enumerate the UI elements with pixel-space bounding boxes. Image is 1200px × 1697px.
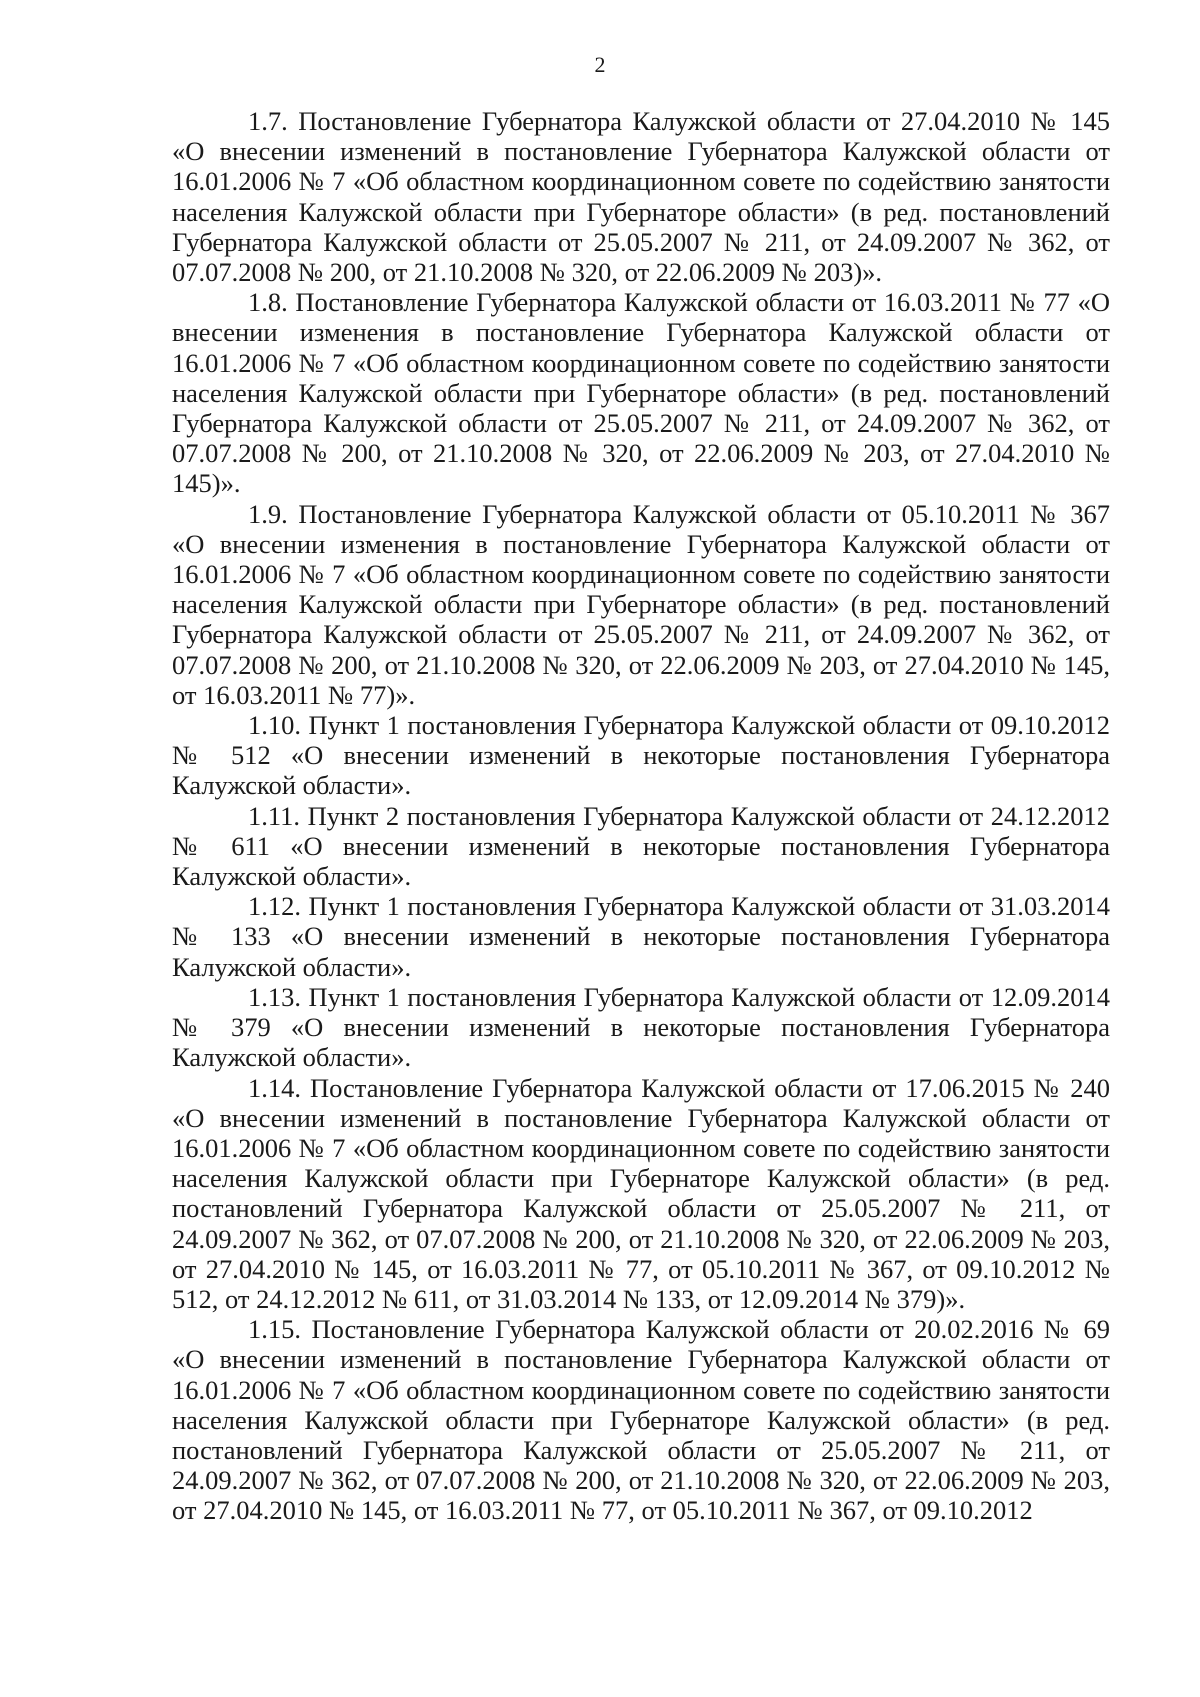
paragraph-1-15: 1.15. Постановление Губернатора Калужской области от 20.02.2016 № 69 «О внесении изменений в постановление Губернатора Калужской области от 16.01.2006 № 7 «Об областном координационном совете по содействию занятости населения Калужской области при Губернаторе Калужской области» (в ред. постановлений Губернатора Калужской области от 25.05.2007 № 211, от 24.09.2007 № 362, от 07.07.2008 № 200, от 21.10.2008 № 320, от 22.06.2009 № 203, от 27.04.2010 № 145, от 16.03.2011 № 77, от 05.10.2011 № 367, от 09.10.2012 [172, 1314, 1110, 1526]
paragraph-1-14: 1.14. Постановление Губернатора Калужской области от 17.06.2015 № 240 «О внесении изменений в постановление Губернатора Калужской области от 16.01.2006 № 7 «Об областном координационном совете по содействию занятости населения Калужской области при Губернаторе Калужской области» (в ред. постановлений Губернатора Калужской области от 25.05.2007 № 211, от 24.09.2007 № 362, от 07.07.2008 № 200, от 21.10.2008 № 320, от 22.06.2009 № 203, от 27.04.2010 № 145, от 16.03.2011 № 77, от 05.10.2011 № 367, от 09.10.2012 № 512, от 24.12.2012 № 611, от 31.03.2014 № 133, от 12.09.2014 № 379)». [172, 1072, 1110, 1314]
document-body [172, 106, 1110, 1526]
paragraph-1-13: 1.13. Пункт 1 постановления Губернатора Калужской области от 12.09.2014 № 379 «О внесении изменений в некоторые постановления Губернатора Калужской области». [172, 981, 1110, 1073]
paragraph-1-7: 1.7. Постановление Губернатора Калужской области от 27.04.2010 № 145 «О внесении изменений в постановление Губернатора Калужской области от 16.01.2006 № 7 «Об областном координационном совете по содействию занятости населения Калужской области при Губернаторе области» (в ред. постановлений Губернатора Калужской области от 25.05.2007 № 211, от 24.09.2007 № 362, от 07.07.2008 № 200, от 21.10.2008 № 320, от 22.06.2009 № 203)». [172, 106, 1110, 288]
paragraph-1-12: 1.12. Пункт 1 постановления Губернатора Калужской области от 31.03.2014 № 133 «О внесении изменений в некоторые постановления Губернатора Калужской области». [172, 891, 1110, 982]
page-number: 2 [594, 52, 606, 77]
paragraph-1-9: 1.9. Постановление Губернатора Калужской области от 05.10.2011 № 367 «О внесении изменения в постановление Губернатора Калужской области от 16.01.2006 № 7 «Об областном координационном совете по содействию занятости населения Калужской области при Губернаторе области» (в ред. постановлений Губернатора Калужской области от 25.05.2007 № 211, от 24.09.2007 № 362, от 07.07.2008 № 200, от 21.10.2008 № 320, от 22.06.2009 № 203, от 27.04.2010 № 145, от 16.03.2011 № 77)». [172, 498, 1110, 710]
paragraph-1-8: 1.8. Постановление Губернатора Калужской области от 16.03.2011 № 77 «О внесении изменения в постановление Губернатора Калужской области от 16.01.2006 № 7 «Об областном координационном совете по содействию занятости населения Калужской области при Губернаторе области» (в ред. постановлений Губернатора Калужской области от 25.05.2007 № 211, от 24.09.2007 № 362, от 07.07.2008 № 200, от 21.10.2008 № 320, от 22.06.2009 № 203, от 27.04.2010 № 145)». [172, 287, 1110, 499]
paragraph-1-10: 1.10. Пункт 1 постановления Губернатора Калужской области от 09.10.2012 № 512 «О внесении изменений в некоторые постановления Губернатора Калужской области». [172, 710, 1110, 801]
paragraph-1-11: 1.11. Пункт 2 постановления Губернатора Калужской области от 24.12.2012 № 611 «О внесении изменений в некоторые постановления Губернатора Калужской области». [172, 800, 1110, 892]
